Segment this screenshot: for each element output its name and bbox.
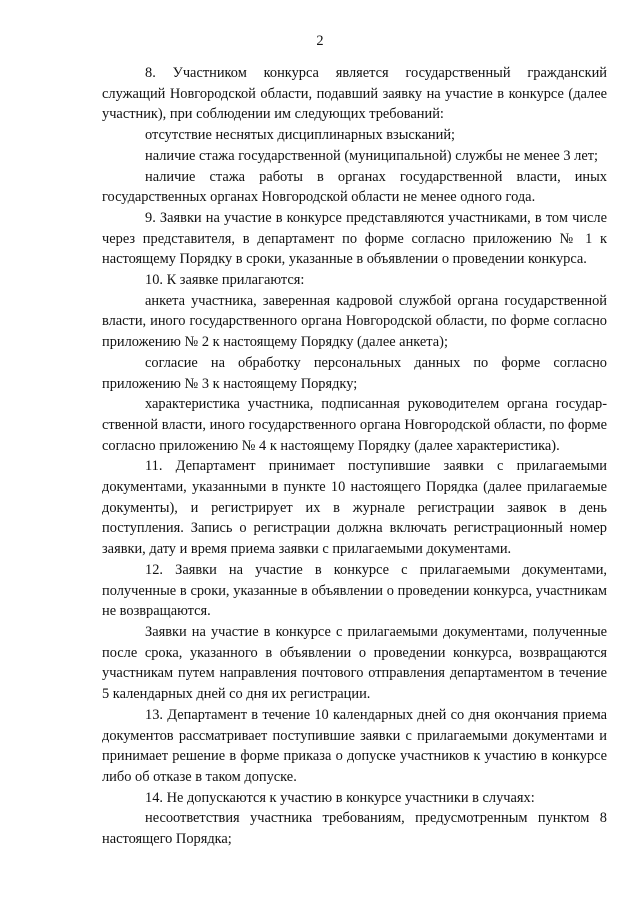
paragraph-9-application-submission: 9. Заявки на участие в конкурсе представляются участниками, в том числе через представителя, в департамент по форме согласно приложению № 1 к настоящему Порядку в сроки, указанные в объявлении о проведении конкурса. <box>102 209 607 268</box>
attachment-questionnaire: анкета участника, заверенная кадровой службой органа государственной власти, иного государственного органа Новгородской области, по форме согласно приложению № 2 к настоящему Порядку (далее анкета); <box>102 292 607 351</box>
paragraph-12-not-returned: 12. Заявки на участие в конкурсе с прилагаемыми документами, полученные в сроки, указанные в объявлении о проведении конкурса, участникам не возвращаются. <box>102 561 607 620</box>
requirement-service-experience: наличие стажа государственной (муниципальной) службы не менее 3 лет; <box>145 147 599 164</box>
paragraph-10-attachments-heading: 10. К заявке прилагаются: <box>145 272 305 289</box>
paragraph-12-late-returned: Заявки на участие в конкурсе с прилагаемыми документами, полученные после срока, указанного в объявлении о проведении конкурса, возвращаются участникам путем направления почтового отправления департаментом в течение 5 календарных дней со дня их регистрации. <box>102 623 607 703</box>
page-number: 2 <box>316 33 324 49</box>
paragraph-14-exclusion-heading: 14. Не допускаются к участию в конкурсе участники в случаях: <box>145 789 535 806</box>
requirement-work-experience: наличие стажа работы в органах государственной власти, иных государственных органах Новгородской области не менее одного года. <box>102 168 607 206</box>
document-body <box>102 63 607 850</box>
requirement-no-disciplinary-penalties: отсутствие неснятых дисциплинарных взысканий; <box>145 127 456 144</box>
exclusion-noncompliance: несоответствия участника требованиям, предусмотренным пунктом 8 настоящего Порядка; <box>102 810 607 848</box>
paragraph-8-participant-definition: 8. Участником конкурса является государственный гражданский служащий Новгородской области, подавший заявку на участие в конкурсе (далее участник), при соблюдении им следующих требований: <box>102 65 607 123</box>
attachment-data-consent: согласие на обработку персональных данных по форме согласно приложению № 3 к настоящему Порядку; <box>102 354 607 392</box>
paragraph-13-review: 13. Департамент в течение 10 календарных дней со дня окончания приема документов рассматривает поступившие заявки с прилагаемыми документами и принимает решение в форме приказа о допуске участников к участию в конкурсе либо об отказе в таком допуске. <box>102 706 607 785</box>
paragraph-11-registration: 11. Департамент принимает поступившие заявки с прилагаемыми документами, указанными в пункте 10 настоящего Порядка (далее прилагаемые документы), и регистрирует их в журнале регистрации заявок в день поступления. Запись о регистрации должна включать регистрационный номер заявки, дату и время приема заявки с прилагаемыми документами. <box>102 458 607 558</box>
attachment-reference: характеристика участника, подписанная руководителем органа государственной власти, иного государственного органа Новгородской области, по форме согласно приложению № 4 к настоящему Порядку (далее характеристика). <box>102 396 607 454</box>
